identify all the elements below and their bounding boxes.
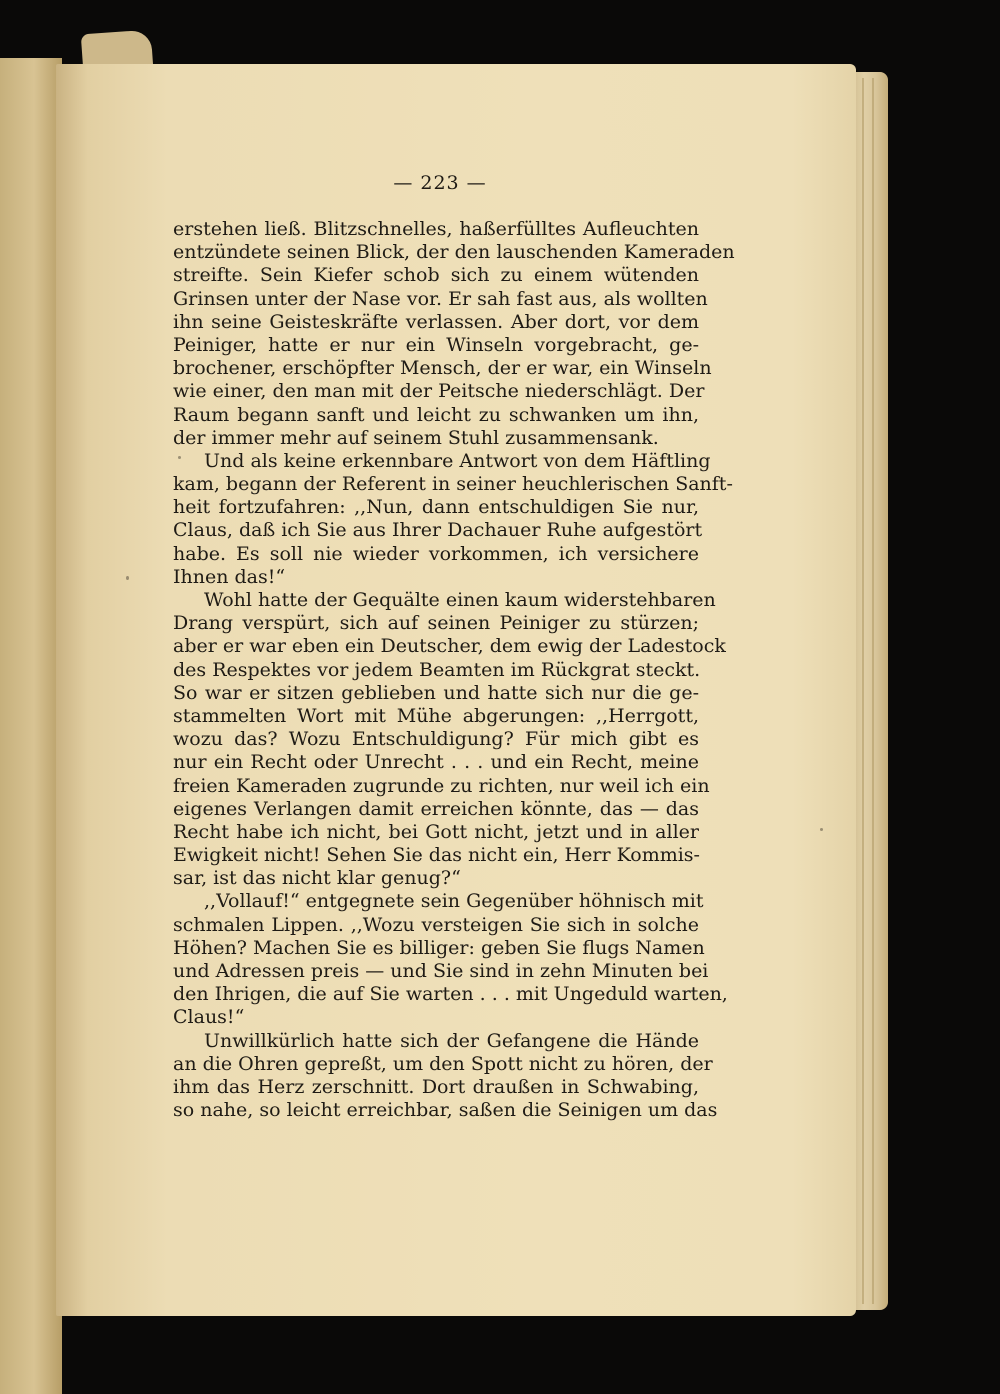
text-line: erstehen ließ. Blitzschnelles, haßerfülltes Aufleuchten bbox=[173, 218, 699, 240]
text-line: so nahe, so leicht erreichbar, saßen die Seinigen um das bbox=[173, 1099, 718, 1122]
text-line: Ewigkeit nicht! Sehen Sie das nicht ein, Herr Kommis- bbox=[173, 844, 700, 867]
text-line: Wohl hatte der Gequälte einen kaum widerstehbaren bbox=[204, 589, 716, 611]
speck bbox=[126, 576, 129, 580]
text-line: Peiniger, hatte er nur ein Winseln vorgebracht, ge- bbox=[173, 333, 699, 356]
text-line: Claus, daß ich Sie aus Ihrer Dachauer Ruhe aufgestört bbox=[173, 519, 703, 542]
text-line: stammelten Wort mit Mühe abgerungen: ,,Herrgott, bbox=[173, 704, 699, 727]
text-line: brochener, erschöpfter Mensch, der er war, ein Winseln bbox=[173, 357, 712, 380]
page-stack-line bbox=[872, 78, 874, 1304]
text-line: der immer mehr auf seinem Stuhl zusammensank. bbox=[173, 426, 659, 449]
text-line: sar, ist das nicht klar genug?“ bbox=[173, 867, 461, 890]
text-line: an die Ohren gepreßt, um den Spott nicht zu hören, der bbox=[173, 1052, 713, 1075]
text-line: Ihnen das!“ bbox=[173, 565, 286, 588]
text-line: des Respektes vor jedem Beamten im Rückgrat steckt. bbox=[173, 658, 701, 681]
text-line: wozu das? Wozu Entschuldigung? Für mich gibt es bbox=[173, 728, 699, 751]
text-line: schmalen Lippen. ,,Wozu versteigen Sie sich in solche bbox=[173, 913, 699, 936]
text-line: streifte. Sein Kiefer schob sich zu einem wütenden bbox=[173, 264, 699, 287]
text-line: Raum begann sanft und leicht zu schwanken um ihn, bbox=[173, 403, 699, 426]
text-line: So war er sitzen geblieben und hatte sich nur die ge- bbox=[173, 681, 699, 704]
text-line: Grinsen unter der Nase vor. Er sah fast aus, als wollten bbox=[173, 287, 708, 310]
left-page-edge bbox=[0, 58, 62, 1394]
text-line: Unwillkürlich hatte sich der Gefangene die Hände bbox=[204, 1029, 699, 1052]
text-line: Claus!“ bbox=[173, 1006, 245, 1029]
text-line: Höhen? Machen Sie es billiger: geben Sie flugs Namen bbox=[173, 936, 705, 959]
text-line: Drang verspürt, sich auf seinen Peiniger zu stürzen; bbox=[173, 612, 699, 635]
page-stack-line bbox=[862, 78, 864, 1304]
text-line: ihm das Herz zerschnitt. Dort draußen in Schwabing, bbox=[173, 1075, 699, 1098]
speck bbox=[178, 456, 181, 459]
text-line: entzündete seinen Blick, der den lauschenden Kameraden bbox=[173, 241, 735, 264]
text-line: ,,Vollauf!“ entgegnete sein Gegenüber höhnisch mit bbox=[204, 890, 704, 913]
text-line: eigenes Verlangen damit erreichen könnte, das — das bbox=[173, 797, 699, 820]
text-line: freien Kameraden zugrunde zu richten, nur weil ich ein bbox=[173, 774, 710, 797]
text-line: wie einer, den man mit der Peitsche niederschlägt. Der bbox=[173, 380, 705, 403]
text-line: kam, begann der Referent in seiner heuchlerischen Sanft- bbox=[173, 473, 733, 496]
text-line: und Adressen preis — und Sie sind in zehn Minuten bei bbox=[173, 960, 709, 982]
speck bbox=[820, 828, 823, 831]
text-line: ihn seine Geisteskräfte verlassen. Aber dort, vor dem bbox=[173, 310, 699, 333]
text-line: heit fortzufahren: ,,Nun, dann entschuldigen Sie nur, bbox=[173, 496, 699, 519]
page-number: — 223 — bbox=[393, 172, 487, 194]
body-text bbox=[173, 218, 735, 1122]
text-line: habe. Es soll nie wieder vorkommen, ich versichere bbox=[173, 542, 699, 565]
text-line: nur ein Recht oder Unrecht . . . und ein Recht, meine bbox=[173, 751, 699, 774]
text-line: Und als keine erkennbare Antwort von dem Häftling bbox=[204, 449, 711, 472]
text-line: aber er war eben ein Deutscher, dem ewig der Ladestock bbox=[173, 635, 726, 658]
text-line: den Ihrigen, die auf Sie warten . . . mit Ungeduld warten, bbox=[173, 983, 728, 1006]
text-line: Recht habe ich nicht, bei Gott nicht, jetzt und in aller bbox=[173, 820, 699, 843]
